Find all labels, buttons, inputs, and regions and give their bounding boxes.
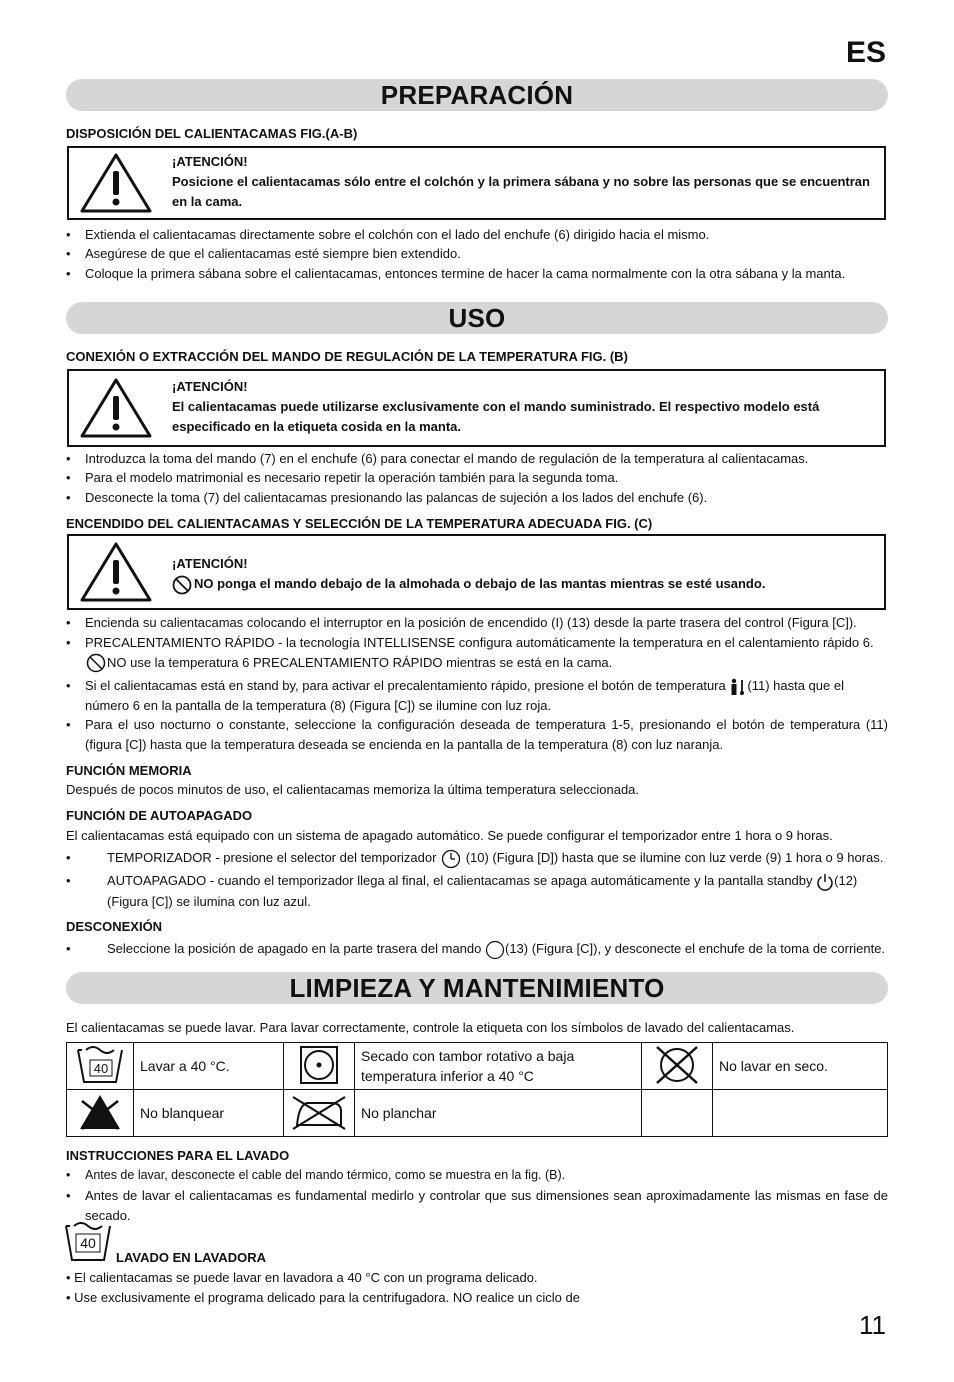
subheading-conexion: CONEXIÓN O EXTRACCIÓN DEL MANDO DE REGULACIÓN DE LA TEMPERATURA FIG. (B) <box>66 349 628 364</box>
list-item: • Seleccione la posición de apagado en la parte trasera del mando (13) (Figura [C]), y desconecte el enchufe de la toma de corriente. <box>66 939 888 960</box>
list-item: • Antes de lavar, desconecte el cable del mando térmico, como se muestra en la fig. (B). <box>66 1168 566 1182</box>
care-icon-cell <box>67 1090 134 1137</box>
care-icon-cell <box>284 1043 355 1090</box>
paragraph-memoria: Después de pocos minutos de uso, el calientacamas memoriza la última temperatura seleccionada. <box>66 782 640 797</box>
list-item: • El calientacamas se puede lavar en lavadora a 40 °C con un programa delicado. <box>66 1270 538 1285</box>
list-item: • Encienda su calientacamas colocando el interruptor en la posición de encendido (I) (13) desde la parte trasera del control (Figura [C]). <box>66 615 857 630</box>
prohibited-icon <box>172 575 194 595</box>
svg-text:40: 40 <box>80 1235 96 1251</box>
svg-text:40: 40 <box>93 1060 109 1076</box>
list-item: • Si el calientacamas está en stand by, para activar el precalentamiento rápido, presione el botón de temperatura (11) hasta que el número 6 en la pantalla de la temperatura (8) (Figura [C]) se ilumine con luz roja. <box>66 678 844 713</box>
wash-40-icon <box>72 1044 128 1086</box>
warning-heading: ¡ATENCIÓN! <box>172 154 248 169</box>
warning-heading: ¡ATENCIÓN! <box>172 556 248 571</box>
warning-triangle-icon <box>79 152 153 214</box>
list-item: • AUTOAPAGADO - cuando el temporizador llega al final, el calientacamas se apaga automáticamente y la pantalla standby (12) (Figura [C]) se ilumina con luz azul. <box>66 873 858 909</box>
temperature-person-icon <box>729 678 747 696</box>
list-item: • Para el modelo matrimonial es necesario repetir la operación también para la segunda toma. <box>66 470 619 485</box>
subheading-desconexion: DESCONEXIÓN <box>66 919 163 934</box>
warning-text: El calientacamas puede utilizarse exclusivamente con el mando suministrado. El respectivo modelo está especificado en la etiqueta cosida en la manta. <box>172 399 820 434</box>
paragraph-autoapagado: El calientacamas está equipado con un sistema de apagado automático. Se puede configurar el temporizador entre 1 hora o 9 horas. <box>66 828 833 843</box>
section-title: USO <box>448 302 506 333</box>
warning-heading: ¡ATENCIÓN! <box>172 379 248 394</box>
list-item: • Extienda el calientacamas directamente sobre el colchón con el lado del enchufe (6) dirigido hacia el mismo. <box>66 227 710 242</box>
timer-icon <box>440 849 462 869</box>
care-icon-cell-empty <box>642 1090 713 1137</box>
no-bleach-icon <box>72 1091 128 1133</box>
standby-power-icon <box>816 872 834 892</box>
list-item: • Asegúrese de que el calientacamas esté siempre bien extendido. <box>66 246 461 261</box>
paragraph-intro-limpieza: El calientacamas se puede lavar. Para lavar correctamente, controle la etiqueta con los símbolos de lavado del calientacamas. <box>66 1020 795 1035</box>
section-banner-preparacion <box>66 79 888 111</box>
warning-triangle-icon <box>79 541 153 603</box>
care-label: No blanquear <box>134 1090 284 1137</box>
warning-box-1 <box>67 146 886 220</box>
warning-text: NO ponga el mando debajo de la almohada o debajo de las mantas mientras se esté usando. <box>194 576 766 591</box>
subheading-lavadora: LAVADO EN LAVADORA <box>116 1250 266 1265</box>
warning-box-2 <box>67 369 886 447</box>
list-item: • Use exclusivamente el programa delicado para la centrifugadora. NO realice un ciclo de <box>66 1290 580 1305</box>
off-position-icon <box>485 940 505 960</box>
section-title: LIMPIEZA Y MANTENIMIENTO <box>289 972 665 1003</box>
subheading-disposicion: DISPOSICIÓN DEL CALIENTACAMAS FIG.(A-B) <box>66 126 358 141</box>
care-label: Secado con tambor rotativo a baja temperatura inferior a 40 °C <box>355 1043 642 1090</box>
subheading-memoria: FUNCIÓN MEMORIA <box>66 763 192 778</box>
care-label: No planchar <box>355 1090 642 1137</box>
list-item: • PRECALENTAMIENTO RÁPIDO - la tecnología INTELLISENSE configura automáticamente la temperatura en el calentamiento rápido 6. NO use la temperatura 6 PRECALENTAMIENTO RÁPIDO mientras se está en la cama. <box>66 633 888 673</box>
prohibited-icon <box>85 653 107 673</box>
list-item: • Para el uso nocturno o constante, seleccione la configuración deseada de temperatura 1-5, presionando el botón de temperatura (11) (figura [C]) hasta que la temperatura deseada se encienda en la pantalla de la temperatura (8) con luz naranja. <box>66 717 888 752</box>
list-item: • TEMPORIZADOR - presione el selector del temporizador (10) (Figura [D]) hasta que se ilumine con luz verde (9) 1 hora o 9 horas. <box>66 848 888 869</box>
care-label: Lavar a 40 °C. <box>134 1043 284 1090</box>
section-banner-limpieza <box>66 972 888 1004</box>
care-icon-cell <box>642 1043 713 1090</box>
care-symbols-table <box>66 1042 888 1137</box>
wash-40-icon <box>64 1222 114 1264</box>
tumble-dry-low-icon <box>297 1044 341 1086</box>
care-label-empty <box>713 1090 888 1137</box>
no-dry-clean-icon <box>651 1044 703 1086</box>
subheading-instrucciones: INSTRUCCIONES PARA EL LAVADO <box>66 1148 290 1163</box>
section-banner-uso <box>66 302 888 334</box>
list-item: • Coloque la primera sábana sobre el calientacamas, entonces termine de hacer la cama normalmente con la otra sábana y la manta. <box>66 266 846 281</box>
care-icon-cell <box>67 1043 134 1090</box>
care-icon-cell <box>284 1090 355 1137</box>
list-item: • Desconecte la toma (7) del calientacamas presionando las palancas de sujeción a los lados del enchufe (6). <box>66 490 708 505</box>
list-item: • Introduzca la toma del mando (7) en el enchufe (6) para conectar el mando de regulación de la temperatura al calientacamas. <box>66 451 809 466</box>
warning-box-3 <box>67 534 886 610</box>
warning-triangle-icon <box>79 377 153 439</box>
warning-text: Posicione el calientacamas sólo entre el colchón y la primera sábana y no sobre las personas que se encuentran en la cama. <box>172 174 870 209</box>
page-number: 11 <box>859 1310 886 1340</box>
subheading-encendido: ENCENDIDO DEL CALIENTACAMAS Y SELECCIÓN DE LA TEMPERATURA ADECUADA FIG. (C) <box>66 516 653 531</box>
section-title: PREPARACIÓN <box>380 79 574 110</box>
list-item: • Antes de lavar el calientacamas es fundamental medirlo y controlar que sus dimensiones sean aproximadamente las mismas en fase de secado. <box>66 1188 888 1223</box>
care-label: No lavar en seco. <box>713 1043 888 1090</box>
subheading-autoapagado: FUNCIÓN DE AUTOAPAGADO <box>66 808 253 823</box>
no-iron-icon <box>287 1091 351 1133</box>
language-code: ES <box>845 36 886 69</box>
